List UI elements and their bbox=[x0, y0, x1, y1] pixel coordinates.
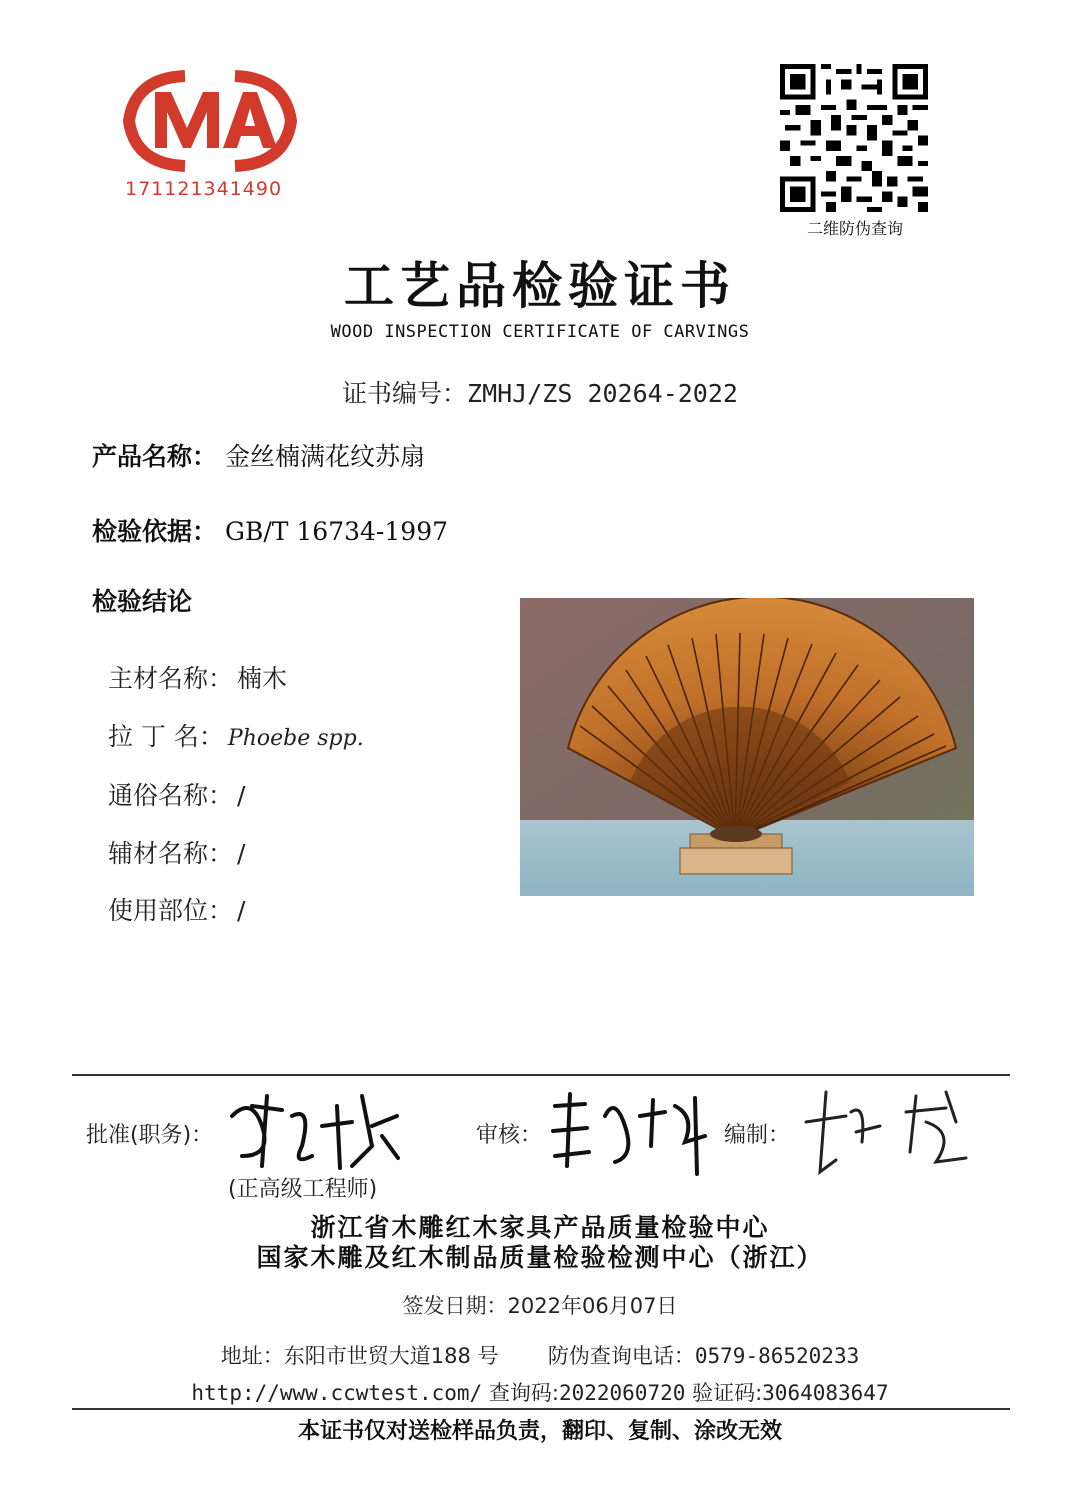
reviewer-signature bbox=[545, 1086, 715, 1176]
cma-logo bbox=[115, 66, 305, 176]
approve-label: 批准(职务)： bbox=[86, 1123, 214, 1148]
certificate-number-value: ZMHJ/ZS 20264-2022 bbox=[467, 379, 738, 408]
compiler-signature bbox=[796, 1082, 976, 1186]
latin-name-value: Phoebe spp. bbox=[227, 726, 364, 751]
divider-bottom bbox=[72, 1408, 1010, 1410]
approve-title: (正高级工程师) bbox=[228, 1177, 378, 1202]
latin-name-row bbox=[108, 717, 364, 753]
organization-line1: 浙江省木雕红木家具产品质量检验中心 bbox=[310, 1213, 770, 1242]
main-material-label: 主材名称： bbox=[108, 664, 234, 693]
phone-value: 0579-86520233 bbox=[694, 1344, 860, 1368]
product-photo bbox=[520, 598, 974, 896]
conclusion-heading: 检验结论 bbox=[92, 587, 193, 616]
issue-date-label: 签发日期： bbox=[402, 1294, 508, 1318]
footer-warning: 本证书仅对送检样品负责，翻印、复制、涂改无效 bbox=[297, 1419, 782, 1444]
usage-part-row bbox=[108, 891, 245, 927]
verify-code-label: 验证码: bbox=[692, 1381, 763, 1405]
verification-row bbox=[0, 1377, 1080, 1407]
basis-row bbox=[92, 512, 448, 548]
review-label: 审核： bbox=[476, 1123, 543, 1148]
cma-number: 171121341490 bbox=[125, 178, 283, 200]
certificate-number bbox=[0, 374, 1080, 410]
address-value: 东阳市世贸大道188 号 bbox=[283, 1344, 499, 1368]
usage-part-value: / bbox=[237, 896, 246, 925]
aux-material-label: 辅材名称： bbox=[108, 839, 234, 868]
qr-label: 二维防伪查询 bbox=[806, 219, 903, 238]
phone-label: 防伪查询电话： bbox=[547, 1344, 695, 1368]
usage-part-label: 使用部位： bbox=[108, 896, 234, 925]
divider-top bbox=[72, 1074, 1010, 1076]
main-material-row bbox=[108, 659, 287, 695]
page-subtitle: WOOD INSPECTION CERTIFICATE OF CARVINGS bbox=[330, 322, 750, 342]
common-name-value: / bbox=[237, 781, 246, 810]
product-name-row bbox=[92, 437, 425, 473]
issue-date-value: 2022年06月07日 bbox=[507, 1294, 678, 1318]
qr-code[interactable] bbox=[780, 64, 928, 212]
conclusion-heading-row bbox=[92, 582, 192, 618]
issue-date-row bbox=[0, 1290, 1080, 1320]
certificate-number-label: 证书编号： bbox=[342, 379, 468, 408]
page-title: 工艺品检验证书 bbox=[344, 256, 736, 315]
aux-material-value: / bbox=[237, 839, 246, 868]
query-code-value: 2022060720 bbox=[558, 1381, 686, 1405]
product-name-label: 产品名称： bbox=[92, 442, 218, 471]
contact-row bbox=[0, 1340, 1080, 1370]
verify-code-value: 3064083647 bbox=[762, 1381, 889, 1405]
common-name-label: 通俗名称： bbox=[108, 781, 234, 810]
basis-label: 检验依据： bbox=[92, 517, 218, 546]
common-name-row bbox=[108, 776, 245, 812]
query-code-label: 查询码: bbox=[488, 1381, 559, 1405]
aux-material-row bbox=[108, 834, 245, 870]
address-label: 地址： bbox=[220, 1344, 284, 1368]
website-link[interactable]: http://www.ccwtest.com/ bbox=[191, 1381, 483, 1405]
product-name-value: 金丝楠满花纹苏扇 bbox=[225, 442, 426, 471]
main-material-value: 楠木 bbox=[237, 664, 288, 693]
basis-value: GB/T 16734-1997 bbox=[225, 517, 449, 546]
organization-line2: 国家木雕及红木制品质量检验检测中心（浙江） bbox=[256, 1243, 824, 1272]
approver-signature bbox=[222, 1086, 402, 1172]
compile-label: 编制： bbox=[724, 1123, 791, 1148]
latin-name-label: 拉 丁 名： bbox=[108, 722, 224, 751]
